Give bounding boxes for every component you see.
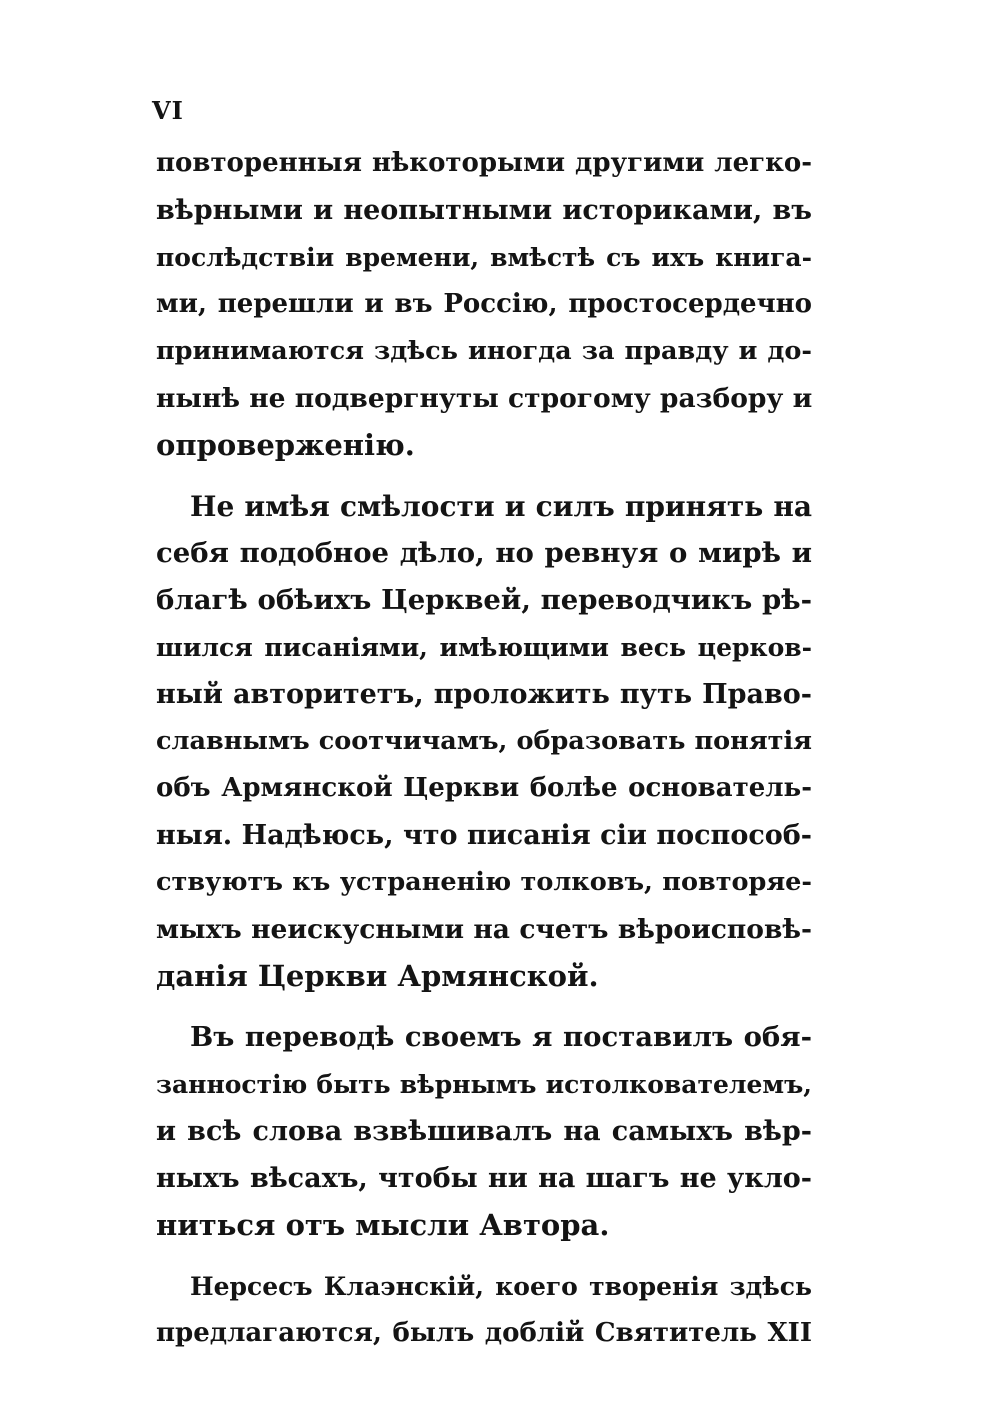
- text-line: ствуютъ къ устраненію толковъ, повторяе-: [156, 867, 812, 897]
- text-line: ниться отъ мысли Автора.: [156, 1208, 610, 1242]
- text-line: занностію быть вѣрнымъ истолкователемъ,: [156, 1070, 812, 1099]
- text-line: принимаются здѣсь иногда за правду и до-: [156, 336, 812, 366]
- text-line: повторенныя нѣкоторыми другими легко-: [156, 148, 812, 178]
- paragraph-gap: [156, 1249, 812, 1263]
- paragraph-2: [156, 483, 812, 1000]
- text-line: послѣдствіи времени, вмѣстѣ съ ихъ книга-: [156, 243, 812, 272]
- paragraph-4: [156, 1263, 812, 1357]
- text-line: шился писаніями, имѣющими весь церков-: [156, 633, 812, 662]
- paragraph-3: [156, 1014, 812, 1249]
- text-line: ми, перешли и въ Россію, простосердечно: [156, 289, 812, 319]
- text-line: себя подобное дѣло, но ревнуя о мирѣ и: [156, 537, 812, 569]
- text-line: ный авторитетъ, проложить путь Право-: [156, 679, 812, 710]
- paragraph-1: [156, 140, 812, 469]
- text-line: предлагаются, былъ доблій Святитель XII: [156, 1318, 812, 1348]
- text-line: Не имѣя смѣлости и силъ принять на: [190, 490, 812, 523]
- body-text: [156, 140, 812, 1357]
- text-line: Нерсесъ Клаэнскій, коего творенія здѣсь: [190, 1272, 812, 1301]
- text-line: данія Церкви Армянской.: [156, 959, 599, 993]
- text-line: вѣрными и неопытными историками, въ: [156, 195, 812, 226]
- text-line: славнымъ соотчичамъ, образовать понятія: [156, 726, 812, 756]
- text-line: объ Армянской Церкви болѣе основатель-: [156, 773, 812, 803]
- paragraph-gap: [156, 1000, 812, 1014]
- text-line: мыхъ неискусными на счетъ вѣроисповѣ-: [156, 914, 812, 945]
- text-line: ныя. Надѣюсь, что писанія сіи поспособ-: [156, 820, 812, 851]
- text-line: Въ переводѣ своемъ я поставилъ обя-: [190, 1021, 812, 1053]
- paragraph-gap: [156, 469, 812, 483]
- page-number: VI: [152, 96, 184, 125]
- text-line: нынѣ не подвергнуты строгому разбору и: [156, 383, 813, 414]
- text-line: и всѣ слова взвѣшивалъ на самыхъ вѣр-: [156, 1116, 812, 1147]
- text-line: благѣ обѣихъ Церквей, переводчикъ рѣ-: [156, 584, 812, 616]
- text-line: опроверженію.: [156, 428, 415, 462]
- text-line: ныхъ вѣсахъ, чтобы ни на шагъ не укло-: [156, 1163, 812, 1194]
